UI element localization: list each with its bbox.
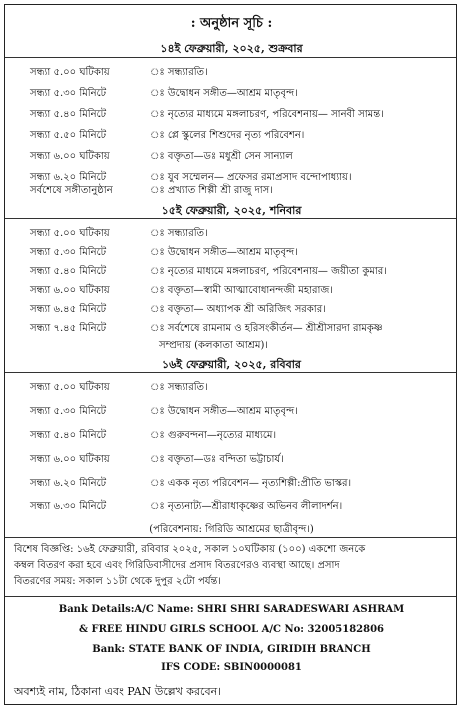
row-program: ঃ গুরুবন্দনা—নৃত্যের মাধ্যমে। [150, 430, 277, 441]
row-time: সন্ধ্যা ৫.৩০ মিনিটে [30, 247, 107, 258]
row-time: সন্ধ্যা ৫.৫০ মিনিটে [30, 130, 107, 141]
row-program: ঃ সন্ধ্যারতি। [150, 67, 208, 78]
row-program-continuation: সম্প্রদায় (কলকাতা আশ্রম)। [159, 340, 268, 351]
row-time: সন্ধ্যা ৫.০০ ঘটিকায় [30, 382, 110, 393]
row-program: ঃ উদ্বোধন সঙ্গীত—আশ্রম মাতৃবৃন্দ। [150, 247, 298, 258]
row-time: সন্ধ্যা ৫.৪০ মিনিটে [30, 430, 107, 441]
row-program: ঃ বক্তৃতা— অধ্যাপক শ্রী অরিজিৎ সরকার। [150, 304, 326, 315]
bank-details-line: & FREE HINDU GIRLS SCHOOL A/C No: 32005182806 [79, 624, 384, 635]
footer-note: অবশ্যই নাম, ঠিকানা এবং PAN উল্লেখ করবেন। [14, 685, 222, 698]
special-notice [14, 542, 454, 590]
ifsc-code: IFS CODE: SBIN0000081 [161, 662, 302, 673]
row-time: সন্ধ্যা ৫.৪০ মিনিটে [30, 266, 107, 277]
row-program: ঃ যুব সম্মেলন— প্রফেসর রমাপ্রসাদ বন্দোপাধ্যায়। [150, 172, 352, 183]
row-time: সন্ধ্যা ৬.০০ ঘটিকায় [30, 151, 110, 162]
row-time: সন্ধ্যা ৫.৩০ মিনিটে [30, 406, 107, 417]
bank-details-line: Bank: STATE BANK OF INDIA, GIRIDIH BRANCH [92, 644, 371, 655]
notice-line: বিতরণের সময়: সকাল ১১টা থেকে দুপুর ২টো পর্যন্ত। [14, 576, 221, 587]
row-time: সন্ধ্যা ৫.৪০ মিনিটে [30, 109, 107, 120]
row-time: সন্ধ্যা ৫.৩০ মিনিটে [30, 88, 107, 99]
row-program: ঃ সর্বশেষে রামনাম ও হরিসংকীর্তন— শ্রীশ্রীসারদা রামকৃষ্ণ [150, 323, 383, 334]
row-program: ঃ নৃত্যের মাধ্যমে মঙ্গলাচরণ, পরিবেশনায়— সানবী সামন্ত। [150, 109, 384, 120]
row-time: সন্ধ্যা ৬.৩০ মিনিটে [30, 501, 107, 512]
row-time: সন্ধ্যা ৭.৪৫ মিনিটে [30, 323, 107, 334]
row-program: ঃ উদ্বোধন সঙ্গীত—আশ্রম মাতৃবৃন্দ। [150, 88, 298, 99]
row-time: সন্ধ্যা ৬.২০ মিনিটে [30, 478, 107, 489]
row-time: সন্ধ্যা ৫.০০ ঘটিকায় [30, 67, 110, 78]
row-time: সন্ধ্যা ৬.২০ মিনিটে [30, 172, 107, 183]
row-time: সন্ধ্যা ৫.০০ ঘটিকায় [30, 228, 110, 239]
row-program: ঃ বক্তৃতা—স্বামী আত্মাবোধানন্দজী মহারাজ। [150, 285, 333, 296]
row-program: ঃ উদ্বোধন সঙ্গীত—আশ্রম মাতৃবৃন্দ। [150, 406, 298, 417]
page-title: : অনুষ্ঠান সূচি : [190, 16, 273, 31]
row-program: ঃ নৃত্যের মাধ্যমে মঙ্গলাচরণ, পরিবেশনায়— জয়ীতা কুমার। [150, 266, 387, 277]
row-time: সন্ধ্যা ৬.০০ ঘটিকায় [30, 285, 110, 296]
bank-details-line: Bank Details:A/C Name: SHRI SHRI SARADESWARI ASHRAM [58, 604, 405, 615]
notice-line: কম্বল বিতরণ করা হবে এবং গিরিডিবাসীদের প্রসাদ বিতরণেরও ব্যবস্থা আছে। প্রসাদ [14, 560, 340, 571]
row-program: ঃ বক্তৃতা—ডঃ মধুশ্রী সেন সান্যাল [150, 151, 293, 162]
row-program: ঃ প্রখ্যাত শিল্পী শ্রী রাজু দাস। [150, 185, 273, 196]
divider [5, 537, 456, 538]
divider [5, 57, 456, 58]
row-program: ঃ সন্ধ্যারতি। [150, 382, 208, 393]
day-2-heading: ১৫ই ফেব্রুয়ারী, ২০২৫, শনিবার [161, 204, 302, 217]
row-program: ঃ প্লে স্কুলের শিশুদের নৃত্য পরিবেশন। [150, 130, 305, 141]
divider [5, 596, 456, 597]
notice-line: বিশেষ বিজ্ঞপ্তি: ১৬ই ফেব্রুয়ারী, রবিবার ২০২৫, সকাল ১০ঘটিকায় (১০০) একশো জনকে [14, 544, 366, 555]
day-3-heading: ১৬ই ফেব্রুয়ারী, ২০২৫, রবিবার [162, 358, 301, 371]
row-program: ঃ বক্তৃতা—ডঃ বন্দিতা ভট্টাচার্য। [150, 454, 284, 465]
day-1-heading: ১৪ই ফেব্রুয়ারী, ২০২৫, শুক্রবার [160, 42, 303, 55]
divider [5, 372, 456, 373]
row-time: সন্ধ্যা ৬.০০ ঘটিকায় [30, 454, 110, 465]
row-program: ঃ একক নৃত্য পরিবেশন— নৃত্যশিল্পী:প্রীতি ভাস্কর। [150, 478, 352, 489]
row-time: সর্বশেষে সঙ্গীতানুষ্ঠান [30, 185, 113, 196]
row-program: ঃ নৃত্যনাট্য—শ্রীরাধাকৃষ্ণের অভিনব লীলাদর্শন। [150, 501, 343, 512]
divider [5, 218, 456, 219]
row-program: ঃ সন্ধ্যারতি। [150, 228, 208, 239]
row-time: সন্ধ্যা ৬.৪৫ মিনিটে [30, 304, 107, 315]
performers-note: (পরিবেশনায়: গিরিডি আশ্রমের ছাত্রীবৃন্দ।) [149, 524, 314, 535]
